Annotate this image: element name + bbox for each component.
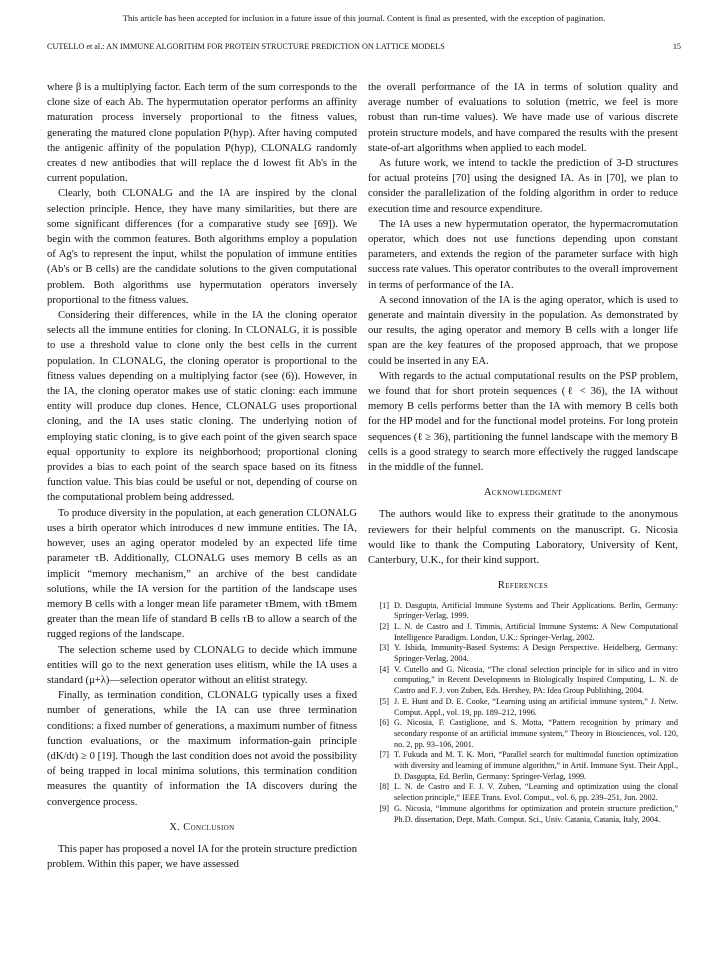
reference-list	[368, 601, 678, 826]
reference-item	[368, 718, 678, 750]
paragraph: A second innovation of the IA is the aging operator, which is used to generate and maintain diversity in the population. As demonstrated by our results, the aging operator and memory B cells with a longer life span are the key features of the proposed approach, that we propose could be inserted in any EA.	[368, 294, 678, 367]
paragraph: Finally, as termination condition, CLONALG typically uses a fixed number of generations, while the IA can use three termination conditions: a fixed number of generations, a maximum number of fitness function evaluations, or the maximum information-gain principle (dK/dt) ≥ 0 [19]. Though the last condition does not avoid the possibility of being trapped in local minima solutions, this termination condition measures the quantity of information the IA discovers during the convergence process.	[47, 690, 357, 808]
reference-text: T. Fukuda and M. T. K. Mori, “Parallel search for multimodal function optimization with diversity and learning of immune algorithm,” in Artif. Immune Syst. Their Appl., D. Dasgupta, Ed. Berlin, Germany: Springer-Verlag, 1999.	[394, 750, 678, 781]
reference-text: Y. Ishida, Immunity-Based Systems: A Design Perspective. Heidelberg, Germany: Springer-Verlag, 2004.	[394, 643, 678, 664]
reference-number: [1]	[379, 600, 389, 610]
reference-item	[368, 750, 678, 782]
ack-title: Acknowledgment	[483, 487, 563, 499]
reference-item	[368, 601, 678, 622]
reference-item	[368, 697, 678, 718]
left-column	[47, 80, 357, 872]
reference-text: D. Dasgupta, Artificial Immune Systems and Their Applications. Berlin, Germany: Springer-Verlag, 1999.	[394, 600, 678, 621]
paragraph: As future work, we intend to tackle the prediction of 3-D structures for actual proteins [70] using the designed IA. As in [70], we plan to consider the parallelization of the folding algorithm in order to reduce execution time and resource expenditure.	[368, 158, 678, 215]
paragraph: Considering their differences, while in the IA the cloning operator selects all the immune entities for cloning. In CLONALG, it is possible to use a threshold value to clone only the best cells in the current population. In CLONALG, the cloning operator is proportional to the fitness values depending on a multiplying factor (see (6)). However, in the IA, the cloning operator makes use of static cloning: each immune entity will produce dup clones. Hence, CLONALG uses proportional cloning, and the IA uses static cloning. The underlying notion of employing static cloning, is to give each point of the given search space equal opportunity to explore its neighborhood; proportional cloning provides a bias to each point of the search space based on its fitness function value. This bias could be useful or not, depending of course on the computational problem being addressed.	[47, 310, 357, 504]
reference-number: [2]	[379, 621, 389, 631]
paragraph: the overall performance of the IA in terms of solution quality and average number of evaluations to solution (metric, we feel is more robust than run-time values). We have made use of various discrete protein structure models, and have compared the results with the present state-of-art algorithms when applied to each model.	[368, 82, 678, 154]
journal-notice: This article has been accepted for inclusion in a future issue of this journal. Content is final as presented, with the exception of pagination.	[122, 13, 606, 23]
reference-item	[368, 782, 678, 803]
reference-number: [9]	[379, 803, 389, 813]
reference-text: G. Nicosia, F. Castiglione, and S. Motta, “Pattern recognition by primary and secondary response of an artificial immune system,” Theory in Biosciences, vol. 120, no. 2, pp. 93–106, 2001.	[394, 718, 678, 749]
refs-title: References	[497, 580, 549, 592]
reference-text: L. N. de Castro and J. Timmis, Artificial Immune Systems: A New Computational Intelligence Paradigm. London, U.K.: Springer-Verlag, 2002.	[394, 621, 678, 642]
section-heading-references	[368, 578, 678, 593]
section-heading-conclusion	[47, 820, 357, 835]
reference-text: G. Nicosia, “Immune algorithms for optimization and protein structure prediction,” Ph.D. dissertation, Dept. Math. Comput. Sci., Univ. Catania, Catania, Italy, 2004.	[394, 803, 678, 824]
running-head-title: CUTELLO et al.: AN IMMUNE ALGORITHM FOR PROTEIN STRUCTURE PREDICTION ON LATTICE MODELS	[47, 42, 445, 51]
reference-number: [4]	[379, 664, 389, 674]
page-number: 15	[672, 42, 681, 51]
reference-text: J. E. Hunt and D. E. Cooke, “Learning using an artificial immune system,” J. Netw. Comput. Appl., vol. 19, pp. 189–212, 1996.	[394, 696, 678, 717]
reference-text: L. N. de Castro and F. J. V. Zuben, “Learning and optimization using the clonal selection principle,” IEEE Trans. Evol. Comput., vol. 6, pp. 239–251, Jun. 2002.	[394, 782, 678, 803]
right-column	[368, 80, 678, 825]
paragraph: This paper has proposed a novel IA for the protein structure prediction problem. Within this paper, we have assessed	[47, 843, 357, 871]
paragraph: where β is a multiplying factor. Each term of the sum corresponds to the clone size of each Ab. The hypermutation operator performs an affinity maturation process inversely proportional to the fitness values, generating the matured clone population P(hyp). After having computed the antigenic affinity of the population P(hyp), CLONALG randomly creates d new antibodies that will replace the d lowest fit Ab's in the current population.	[47, 82, 357, 185]
reference-item	[368, 665, 678, 697]
reference-number: [3]	[379, 643, 389, 653]
reference-number: [6]	[379, 718, 389, 728]
reference-number: [8]	[379, 782, 389, 792]
paragraph: To produce diversity in the population, at each generation CLONALG uses a birth operator which introduces d new immune entities. The IA, however, uses an aging operator modeled by an expected life time parameter τB. Additionally, CLONALG uses memory B cells as an implicit “memory mechanism,” an archive of the best candidate solutions, while the IA version for the partition of the landscape uses memory B cells with a longer mean life parameter τBmem, with τBmem greater than the mean life of standard B cells τB to allow a search of the rugged regions of the landscape.	[47, 507, 357, 641]
paragraph: The IA uses a new hypermutation operator, the hypermacromutation operator, which does not use functions depending upon constant parameters, and extends the region of the parameter surface with high success rate values. This operator contributes to the overall improvement in terms of performance of the IA.	[368, 218, 678, 291]
reference-item	[368, 622, 678, 643]
reference-number: [5]	[379, 696, 389, 706]
paragraph: The selection scheme used by CLONALG to decide which immune entities will go to the next generation uses elitism, while the IA uses a standard (μ+λ)—selection operator without an elitist strategy.	[47, 644, 357, 686]
paragraph: Clearly, both CLONALG and the IA are inspired by the clonal selection principle. Hence, they have many similarities, but there are some significant differences (for a comparative study see [69]). We begin with the common features. Both algorithms employ a population of Ag's to represent the input, whilst the population of immune entities (Ab's or B cells) are the candidate solutions to the given computational problem. Both algorithms use hypermutation operators inversely proportional to the fitness values.	[47, 188, 357, 306]
section-heading-acknowledgment	[368, 485, 678, 500]
reference-item	[368, 804, 678, 825]
paragraph: With regards to the actual computational results on the PSP problem, we found that for short protein sequences (ℓ < 36), the IA without memory B cells performs better than the IA with memory B cells both for the HP model and for the functional model proteins. For long protein sequences (ℓ ≥ 36), partitioning the funnel landscape with the memory B cells is a good strategy to search more effectively the rugged landscape in the middle of the funnel.	[368, 370, 678, 474]
reference-item	[368, 643, 678, 664]
acknowledgment-text: The authors would like to express their gratitude to the anonymous reviewers for their helpful comments on the manuscript. G. Nicosia would like to thank the Computing Laboratory, University of Kent, Canterbury, U.K., for their kind support.	[368, 509, 678, 567]
reference-text: V. Cutello and G. Nicosia, “The clonal selection principle for in silico and in vitro computing,” in Recent Developments in Biologically Inspired Computing, L. N. de Castro and F. J. von Zuben, Eds. Hershey, PA: Idea Group Publishing, 2004.	[394, 664, 678, 696]
section-number: X.	[169, 821, 181, 833]
section-title: Conclusion	[183, 821, 235, 833]
reference-number: [7]	[379, 750, 389, 760]
